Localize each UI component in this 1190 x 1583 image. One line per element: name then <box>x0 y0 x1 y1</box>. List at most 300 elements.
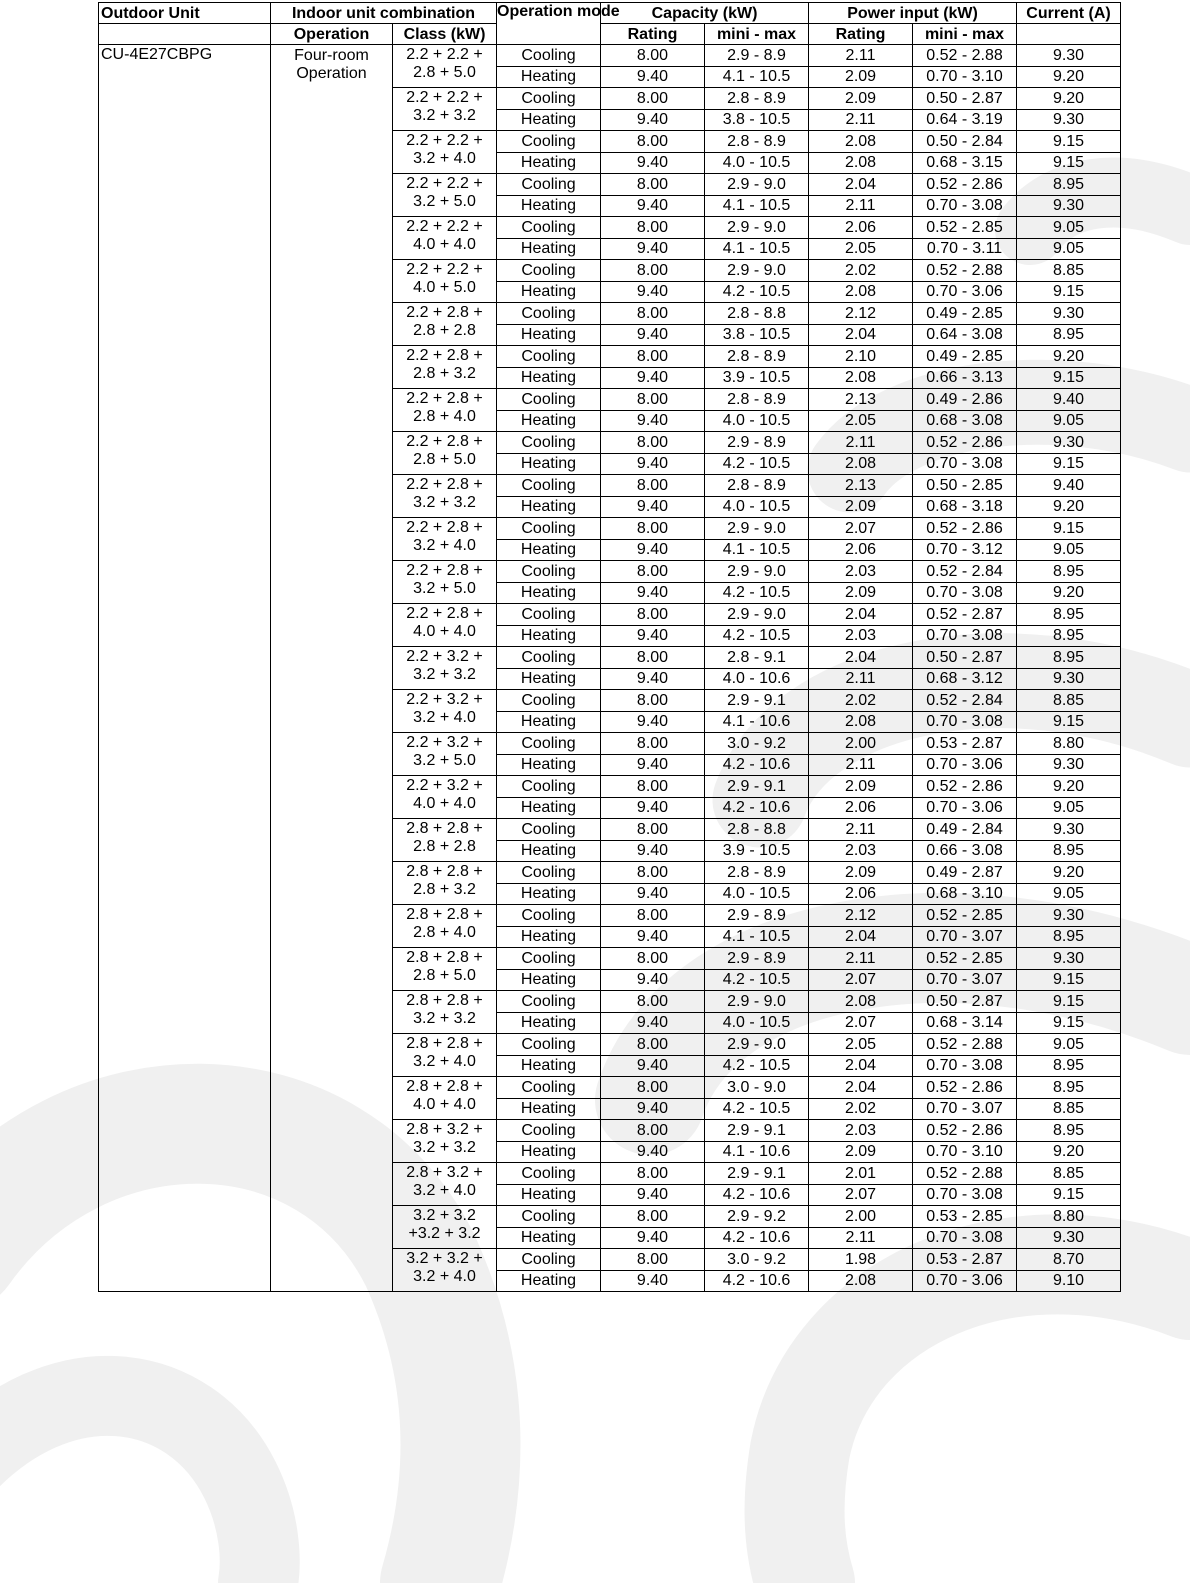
class-line-1: 2.2 + 2.2 + <box>406 218 483 235</box>
current-value: 8.95 <box>1017 1077 1121 1099</box>
operation-mode: Heating <box>497 324 601 346</box>
class-line-1: 2.8 + 2.8 + <box>406 863 483 880</box>
capacity-rating: 9.40 <box>601 324 705 346</box>
capacity-range: 2.9 - 9.1 <box>705 776 809 798</box>
power-range: 0.70 - 3.12 <box>913 539 1017 561</box>
current-value: 9.05 <box>1017 883 1121 905</box>
class-line-2: 2.8 + 3.2 <box>413 365 476 382</box>
power-rating: 2.08 <box>809 453 913 475</box>
capacity-rating: 9.40 <box>601 1055 705 1077</box>
capacity-range: 2.8 - 8.9 <box>705 346 809 368</box>
class-combination <box>393 1206 497 1249</box>
operation-mode: Cooling <box>497 776 601 798</box>
class-line-2: 2.8 + 4.0 <box>413 408 476 425</box>
capacity-rating: 8.00 <box>601 174 705 196</box>
operation-mode: Heating <box>497 797 601 819</box>
power-rating: 2.09 <box>809 1141 913 1163</box>
capacity-rating: 9.40 <box>601 109 705 131</box>
class-combination <box>393 131 497 174</box>
current-value: 9.15 <box>1017 518 1121 540</box>
class-line-2: 3.2 + 3.2 <box>413 494 476 511</box>
capacity-rating: 9.40 <box>601 1098 705 1120</box>
class-line-1: 2.2 + 3.2 + <box>406 648 483 665</box>
power-range: 0.70 - 3.10 <box>913 1141 1017 1163</box>
capacity-range: 4.1 - 10.5 <box>705 195 809 217</box>
power-range: 0.66 - 3.08 <box>913 840 1017 862</box>
power-rating: 2.08 <box>809 991 913 1013</box>
class-line-1: 2.2 + 2.8 + <box>406 562 483 579</box>
operation-mode: Cooling <box>497 303 601 325</box>
power-range: 0.70 - 3.06 <box>913 281 1017 303</box>
power-range: 0.50 - 2.87 <box>913 991 1017 1013</box>
class-line-1: 2.8 + 2.8 + <box>406 1035 483 1052</box>
power-range: 0.52 - 2.88 <box>913 45 1017 67</box>
class-line-2: 3.2 + 3.2 <box>413 1010 476 1027</box>
power-rating: 2.05 <box>809 1034 913 1056</box>
operation-type: Four-room Operation <box>271 45 393 1292</box>
capacity-range: 2.9 - 8.9 <box>705 948 809 970</box>
power-range: 0.49 - 2.84 <box>913 819 1017 841</box>
capacity-range: 4.2 - 10.6 <box>705 797 809 819</box>
current-value: 8.95 <box>1017 324 1121 346</box>
capacity-rating: 8.00 <box>601 217 705 239</box>
current-value: 9.30 <box>1017 1227 1121 1249</box>
current-value: 8.95 <box>1017 1120 1121 1142</box>
capacity-rating: 9.40 <box>601 625 705 647</box>
class-line-2: 3.2 + 4.0 <box>413 1182 476 1199</box>
power-range: 0.64 - 3.08 <box>913 324 1017 346</box>
class-combination <box>393 776 497 819</box>
current-value: 8.95 <box>1017 561 1121 583</box>
power-range: 0.70 - 3.06 <box>913 754 1017 776</box>
capacity-range: 2.8 - 8.8 <box>705 303 809 325</box>
power-rating: 2.13 <box>809 389 913 411</box>
class-line-1: 2.2 + 2.8 + <box>406 433 483 450</box>
capacity-range: 4.1 - 10.5 <box>705 926 809 948</box>
operation-mode: Heating <box>497 496 601 518</box>
capacity-rating: 9.40 <box>601 66 705 88</box>
capacity-rating: 8.00 <box>601 776 705 798</box>
capacity-rating: 8.00 <box>601 45 705 67</box>
current-value: 9.15 <box>1017 1012 1121 1034</box>
power-rating: 2.11 <box>809 754 913 776</box>
capacity-range: 2.9 - 9.0 <box>705 561 809 583</box>
current-value: 8.95 <box>1017 1055 1121 1077</box>
power-range: 0.52 - 2.86 <box>913 518 1017 540</box>
power-range: 0.70 - 3.07 <box>913 1098 1017 1120</box>
class-combination <box>393 690 497 733</box>
class-line-1: 2.2 + 2.2 + <box>406 89 483 106</box>
class-line-2: 4.0 + 4.0 <box>413 1096 476 1113</box>
class-line-2: 3.2 + 4.0 <box>413 150 476 167</box>
header-indoor-combination: Indoor unit combination <box>271 3 497 24</box>
current-value: 9.05 <box>1017 410 1121 432</box>
power-range: 0.52 - 2.86 <box>913 1120 1017 1142</box>
current-value: 8.95 <box>1017 604 1121 626</box>
power-range: 0.49 - 2.85 <box>913 346 1017 368</box>
header-operation: Operation <box>271 24 393 45</box>
power-range: 0.70 - 3.08 <box>913 582 1017 604</box>
capacity-rating: 8.00 <box>601 389 705 411</box>
class-line-2: 2.8 + 2.8 <box>413 838 476 855</box>
capacity-rating: 9.40 <box>601 1270 705 1292</box>
operation-mode: Cooling <box>497 518 601 540</box>
class-combination <box>393 862 497 905</box>
header-blank <box>99 24 271 45</box>
capacity-rating: 8.00 <box>601 561 705 583</box>
power-range: 0.68 - 3.08 <box>913 410 1017 432</box>
power-rating: 2.08 <box>809 711 913 733</box>
operation-mode: Cooling <box>497 131 601 153</box>
power-range: 0.49 - 2.87 <box>913 862 1017 884</box>
current-value: 9.20 <box>1017 346 1121 368</box>
power-range: 0.70 - 3.08 <box>913 195 1017 217</box>
power-rating: 2.11 <box>809 1227 913 1249</box>
operation-mode: Cooling <box>497 1206 601 1228</box>
class-combination <box>393 346 497 389</box>
operation-mode: Heating <box>497 711 601 733</box>
power-range: 0.70 - 3.07 <box>913 926 1017 948</box>
capacity-range: 4.2 - 10.5 <box>705 1055 809 1077</box>
power-range: 0.70 - 3.08 <box>913 1184 1017 1206</box>
current-value: 8.85 <box>1017 1098 1121 1120</box>
capacity-range: 4.1 - 10.5 <box>705 66 809 88</box>
power-range: 0.49 - 2.86 <box>913 389 1017 411</box>
class-line-1: 2.2 + 3.2 + <box>406 734 483 751</box>
class-combination <box>393 1034 497 1077</box>
class-combination <box>393 1163 497 1206</box>
operation-mode: Cooling <box>497 948 601 970</box>
current-value: 8.95 <box>1017 625 1121 647</box>
class-combination <box>393 819 497 862</box>
class-combination <box>393 733 497 776</box>
power-range: 0.68 - 3.14 <box>913 1012 1017 1034</box>
power-range: 0.52 - 2.88 <box>913 1163 1017 1185</box>
table-body <box>99 3 1121 1292</box>
class-combination <box>393 948 497 991</box>
current-value: 8.85 <box>1017 1163 1121 1185</box>
operation-mode: Cooling <box>497 1077 601 1099</box>
class-line-1: 2.8 + 2.8 + <box>406 1078 483 1095</box>
power-rating: 2.11 <box>809 432 913 454</box>
operation-mode: Cooling <box>497 432 601 454</box>
capacity-range: 2.9 - 9.0 <box>705 991 809 1013</box>
power-range: 0.70 - 3.08 <box>913 625 1017 647</box>
power-range: 0.52 - 2.85 <box>913 948 1017 970</box>
capacity-rating: 9.40 <box>601 840 705 862</box>
current-value: 9.40 <box>1017 389 1121 411</box>
operation-mode: Heating <box>497 1012 601 1034</box>
capacity-range: 4.1 - 10.5 <box>705 539 809 561</box>
header-power-input: Power input (kW) <box>809 3 1017 24</box>
capacity-range: 2.9 - 9.0 <box>705 518 809 540</box>
class-combination <box>393 1120 497 1163</box>
header-capacity-rating: Rating <box>601 24 705 45</box>
capacity-rating: 8.00 <box>601 991 705 1013</box>
header-capacity-range: mini - max <box>705 24 809 45</box>
power-rating: 2.03 <box>809 1120 913 1142</box>
capacity-rating: 8.00 <box>601 131 705 153</box>
operation-mode: Cooling <box>497 905 601 927</box>
class-combination <box>393 432 497 475</box>
operation-mode: Heating <box>497 281 601 303</box>
capacity-rating: 8.00 <box>601 948 705 970</box>
power-range: 0.70 - 3.10 <box>913 66 1017 88</box>
current-value: 8.80 <box>1017 1206 1121 1228</box>
power-rating: 2.04 <box>809 174 913 196</box>
current-value: 9.40 <box>1017 475 1121 497</box>
power-rating: 2.04 <box>809 1077 913 1099</box>
class-line-2: 2.8 + 2.8 <box>413 322 476 339</box>
class-line-2: 4.0 + 4.0 <box>413 623 476 640</box>
power-range: 0.53 - 2.87 <box>913 733 1017 755</box>
class-line-1: 2.2 + 2.2 + <box>406 261 483 278</box>
current-value: 9.30 <box>1017 303 1121 325</box>
current-value: 8.95 <box>1017 840 1121 862</box>
capacity-range: 4.1 - 10.5 <box>705 238 809 260</box>
operation-mode: Heating <box>497 926 601 948</box>
capacity-range: 3.9 - 10.5 <box>705 367 809 389</box>
capacity-range: 2.8 - 8.9 <box>705 862 809 884</box>
class-line-1: 2.8 + 2.8 + <box>406 820 483 837</box>
power-rating: 2.06 <box>809 539 913 561</box>
power-rating: 2.11 <box>809 668 913 690</box>
power-range: 0.50 - 2.87 <box>913 647 1017 669</box>
capacity-rating: 9.40 <box>601 152 705 174</box>
capacity-range: 2.8 - 8.9 <box>705 475 809 497</box>
header-class: Class (kW) <box>393 24 497 45</box>
current-value: 9.30 <box>1017 668 1121 690</box>
capacity-rating: 9.40 <box>601 281 705 303</box>
class-line-2: 2.8 + 4.0 <box>413 924 476 941</box>
power-range: 0.70 - 3.08 <box>913 1227 1017 1249</box>
capacity-range: 2.8 - 8.9 <box>705 131 809 153</box>
operation-mode: Cooling <box>497 475 601 497</box>
current-value: 9.15 <box>1017 281 1121 303</box>
capacity-range: 3.9 - 10.5 <box>705 840 809 862</box>
class-line-2: 3.2 + 4.0 <box>413 1053 476 1070</box>
capacity-rating: 9.40 <box>601 1012 705 1034</box>
current-value: 9.15 <box>1017 131 1121 153</box>
power-rating: 2.11 <box>809 819 913 841</box>
current-value: 9.15 <box>1017 152 1121 174</box>
current-value: 9.20 <box>1017 582 1121 604</box>
current-value: 9.15 <box>1017 991 1121 1013</box>
capacity-range: 2.9 - 9.2 <box>705 1206 809 1228</box>
power-rating: 2.13 <box>809 475 913 497</box>
current-value: 9.20 <box>1017 88 1121 110</box>
capacity-rating: 9.40 <box>601 539 705 561</box>
class-line-2: 4.0 + 4.0 <box>413 795 476 812</box>
capacity-rating: 8.00 <box>601 346 705 368</box>
class-combination <box>393 217 497 260</box>
current-value: 9.05 <box>1017 539 1121 561</box>
capacity-range: 2.9 - 9.0 <box>705 217 809 239</box>
power-rating: 2.08 <box>809 281 913 303</box>
class-line-2: 2.8 + 3.2 <box>413 881 476 898</box>
operation-mode: Heating <box>497 1055 601 1077</box>
capacity-range: 2.9 - 9.1 <box>705 1120 809 1142</box>
operation-mode: Cooling <box>497 88 601 110</box>
operation-mode: Cooling <box>497 217 601 239</box>
capacity-rating: 9.40 <box>601 883 705 905</box>
capacity-rating: 9.40 <box>601 453 705 475</box>
capacity-rating: 9.40 <box>601 797 705 819</box>
capacity-range: 4.2 - 10.6 <box>705 1227 809 1249</box>
capacity-range: 3.0 - 9.0 <box>705 1077 809 1099</box>
class-line-2: 2.8 + 5.0 <box>413 451 476 468</box>
operation-mode: Cooling <box>497 45 601 67</box>
power-rating: 2.07 <box>809 969 913 991</box>
operation-mode: Heating <box>497 1098 601 1120</box>
capacity-rating: 8.00 <box>601 1120 705 1142</box>
operation-mode: Cooling <box>497 862 601 884</box>
class-line-1: 3.2 + 3.2 + <box>406 1250 483 1267</box>
power-rating: 2.11 <box>809 195 913 217</box>
capacity-rating: 9.40 <box>601 195 705 217</box>
class-line-1: 2.8 + 3.2 + <box>406 1121 483 1138</box>
class-line-2: 3.2 + 4.0 <box>413 709 476 726</box>
current-value: 8.95 <box>1017 174 1121 196</box>
header-outdoor-unit: Outdoor Unit <box>99 3 271 24</box>
class-line-2: 3.2 + 5.0 <box>413 580 476 597</box>
capacity-rating: 8.00 <box>601 690 705 712</box>
capacity-rating: 9.40 <box>601 969 705 991</box>
capacity-range: 2.9 - 8.9 <box>705 905 809 927</box>
power-range: 0.49 - 2.85 <box>913 303 1017 325</box>
header-current: Current (A) <box>1017 3 1121 24</box>
power-rating: 2.03 <box>809 840 913 862</box>
capacity-range: 3.0 - 9.2 <box>705 733 809 755</box>
power-range: 0.50 - 2.85 <box>913 475 1017 497</box>
power-range: 0.52 - 2.85 <box>913 217 1017 239</box>
power-rating: 2.07 <box>809 518 913 540</box>
capacity-rating: 8.00 <box>601 88 705 110</box>
power-range: 0.53 - 2.85 <box>913 1206 1017 1228</box>
capacity-rating: 8.00 <box>601 260 705 282</box>
table-row <box>99 45 1121 67</box>
current-value: 9.30 <box>1017 45 1121 67</box>
current-value: 9.20 <box>1017 862 1121 884</box>
power-rating: 2.05 <box>809 410 913 432</box>
current-value: 9.15 <box>1017 1184 1121 1206</box>
class-line-1: 2.2 + 2.8 + <box>406 347 483 364</box>
operation-mode: Heating <box>497 410 601 432</box>
power-rating: 2.06 <box>809 217 913 239</box>
current-value: 9.30 <box>1017 432 1121 454</box>
spec-table <box>98 2 1121 1292</box>
class-line-1: 2.2 + 2.2 + <box>406 132 483 149</box>
class-line-1: 2.2 + 2.8 + <box>406 605 483 622</box>
operation-mode: Heating <box>497 539 601 561</box>
power-rating: 2.08 <box>809 1270 913 1292</box>
power-rating: 2.08 <box>809 152 913 174</box>
power-rating: 1.98 <box>809 1249 913 1271</box>
power-rating: 2.09 <box>809 88 913 110</box>
class-line-2: 3.2 + 3.2 <box>413 666 476 683</box>
capacity-rating: 9.40 <box>601 582 705 604</box>
operation-mode: Heating <box>497 754 601 776</box>
class-line-2: 3.2 + 4.0 <box>413 1268 476 1285</box>
capacity-range: 2.9 - 9.1 <box>705 690 809 712</box>
power-rating: 2.12 <box>809 303 913 325</box>
operation-mode: Heating <box>497 668 601 690</box>
capacity-range: 4.0 - 10.5 <box>705 883 809 905</box>
current-value: 8.80 <box>1017 733 1121 755</box>
capacity-rating: 9.40 <box>601 711 705 733</box>
operation-mode: Heating <box>497 582 601 604</box>
power-rating: 2.07 <box>809 1012 913 1034</box>
class-combination <box>393 475 497 518</box>
current-value: 9.05 <box>1017 217 1121 239</box>
capacity-rating: 8.00 <box>601 518 705 540</box>
power-range: 0.52 - 2.86 <box>913 776 1017 798</box>
power-range: 0.52 - 2.84 <box>913 561 1017 583</box>
operation-mode: Heating <box>497 195 601 217</box>
class-line-2: 4.0 + 4.0 <box>413 236 476 253</box>
current-value: 9.10 <box>1017 1270 1121 1292</box>
capacity-rating: 8.00 <box>601 905 705 927</box>
current-value: 9.15 <box>1017 367 1121 389</box>
class-combination <box>393 1249 497 1292</box>
class-combination <box>393 174 497 217</box>
capacity-range: 4.2 - 10.5 <box>705 281 809 303</box>
header-capacity: Capacity (kW) <box>601 3 809 24</box>
capacity-rating: 8.00 <box>601 647 705 669</box>
class-combination <box>393 260 497 303</box>
power-range: 0.70 - 3.06 <box>913 797 1017 819</box>
class-line-1: 2.2 + 2.8 + <box>406 390 483 407</box>
operation-mode: Cooling <box>497 1120 601 1142</box>
class-combination <box>393 604 497 647</box>
current-value: 8.85 <box>1017 690 1121 712</box>
capacity-range: 4.0 - 10.5 <box>705 496 809 518</box>
header-operation-mode: Operation mode <box>497 3 601 45</box>
power-range: 0.52 - 2.88 <box>913 1034 1017 1056</box>
capacity-range: 2.8 - 8.8 <box>705 819 809 841</box>
capacity-rating: 9.40 <box>601 367 705 389</box>
class-combination <box>393 1077 497 1120</box>
current-value: 8.95 <box>1017 926 1121 948</box>
operation-mode: Cooling <box>497 647 601 669</box>
capacity-range: 4.2 - 10.6 <box>705 754 809 776</box>
capacity-range: 4.2 - 10.5 <box>705 453 809 475</box>
power-rating: 2.07 <box>809 1184 913 1206</box>
power-rating: 2.10 <box>809 346 913 368</box>
class-combination <box>393 518 497 561</box>
header-power-range: mini - max <box>913 24 1017 45</box>
current-value: 8.70 <box>1017 1249 1121 1271</box>
class-combination <box>393 561 497 604</box>
current-value: 9.15 <box>1017 711 1121 733</box>
class-line-1: 2.2 + 2.2 + <box>406 175 483 192</box>
capacity-rating: 8.00 <box>601 475 705 497</box>
operation-mode: Cooling <box>497 690 601 712</box>
class-combination <box>393 647 497 690</box>
operation-mode: Heating <box>497 109 601 131</box>
current-value: 9.30 <box>1017 819 1121 841</box>
current-value: 9.30 <box>1017 109 1121 131</box>
capacity-range: 4.0 - 10.5 <box>705 410 809 432</box>
power-range: 0.52 - 2.86 <box>913 1077 1017 1099</box>
power-range: 0.70 - 3.11 <box>913 238 1017 260</box>
power-rating: 2.04 <box>809 1055 913 1077</box>
operation-mode: Cooling <box>497 174 601 196</box>
power-rating: 2.08 <box>809 131 913 153</box>
power-rating: 2.04 <box>809 604 913 626</box>
class-line-2: 4.0 + 5.0 <box>413 279 476 296</box>
current-value: 9.20 <box>1017 496 1121 518</box>
